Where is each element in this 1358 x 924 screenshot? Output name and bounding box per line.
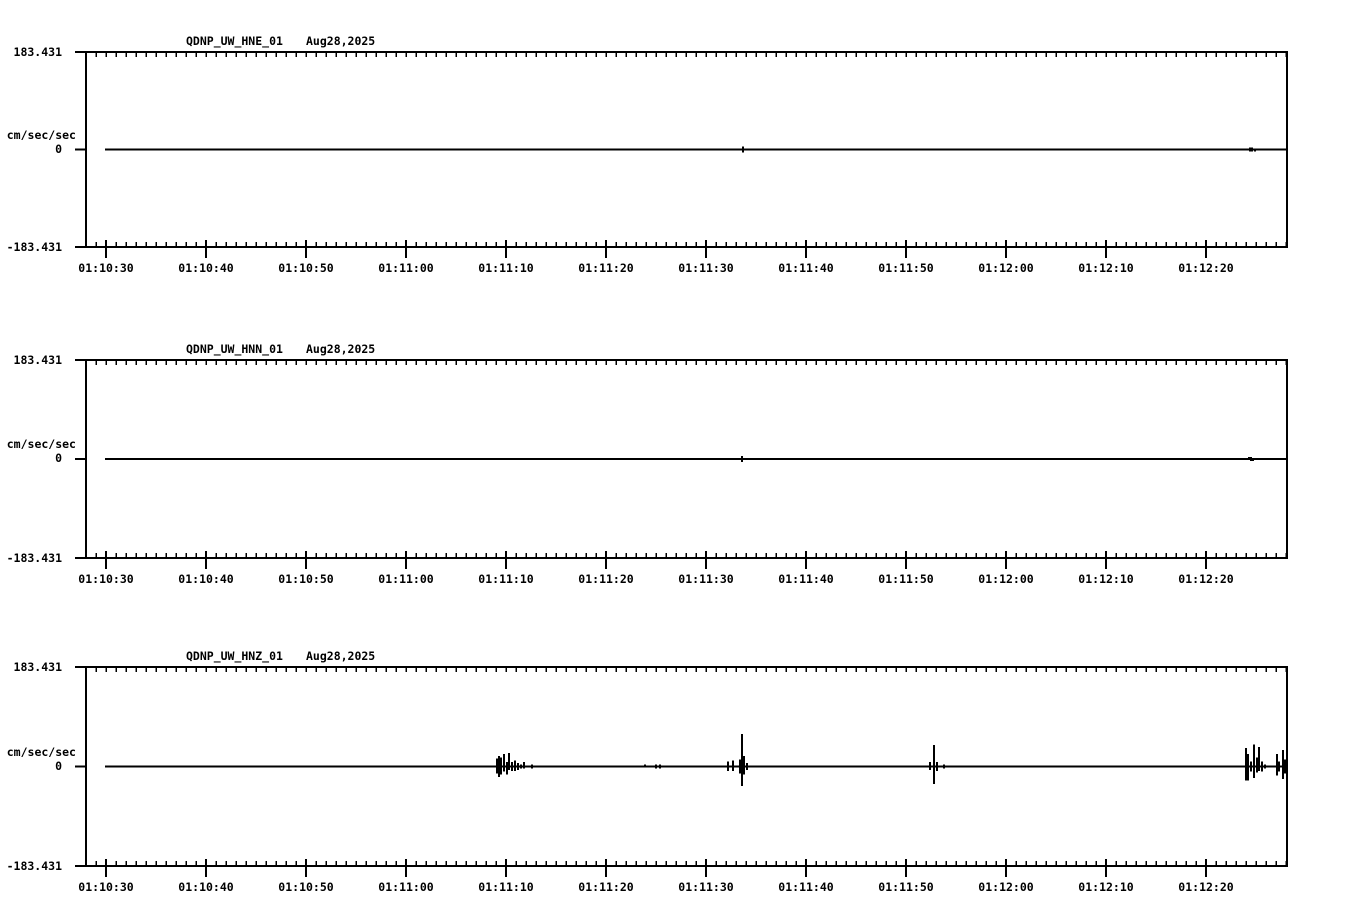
- x-tick-label: 01:11:40: [778, 261, 834, 275]
- x-tick-label: 01:11:50: [878, 572, 934, 586]
- panel-date: Aug28,2025: [306, 34, 376, 48]
- trace-spikes: [497, 734, 1285, 786]
- y-tick-label-bottom: -183.431: [6, 859, 62, 873]
- x-tick-label: 01:10:40: [178, 261, 234, 275]
- panel-hnz: [75, 667, 1287, 877]
- x-tick-label: 01:11:00: [378, 261, 434, 275]
- y-tick-label-bottom: -183.431: [6, 551, 62, 565]
- x-tick-label: 01:11:20: [578, 880, 634, 894]
- x-tick-label: 01:11:30: [678, 261, 734, 275]
- x-tick-label: 01:11:10: [478, 880, 534, 894]
- y-tick-label-top: 183.431: [13, 353, 62, 367]
- x-tick-label: 01:12:10: [1078, 880, 1134, 894]
- x-tick-label: 01:11:20: [578, 261, 634, 275]
- x-tick-label: 01:10:50: [278, 261, 334, 275]
- y-axis-ticks: [75, 360, 86, 558]
- x-tick-label: 01:10:40: [178, 572, 234, 586]
- x-tick-label: 01:12:00: [978, 261, 1034, 275]
- x-tick-label: 01:10:30: [78, 261, 134, 275]
- panel-date: Aug28,2025: [306, 342, 376, 356]
- x-tick-label: 01:12:10: [1078, 572, 1134, 586]
- x-tick-label: 01:11:30: [678, 880, 734, 894]
- x-tick-label: 01:11:40: [778, 572, 834, 586]
- x-tick-label: 01:11:00: [378, 572, 434, 586]
- y-tick-label-zero: 0: [55, 141, 62, 156]
- y-tick-label-top: 183.431: [13, 45, 62, 59]
- y-tick-label-bottom: -183.431: [6, 240, 62, 254]
- x-tick-label: 01:12:20: [1178, 572, 1234, 586]
- x-tick-label: 01:11:10: [478, 261, 534, 275]
- y-tick-label-zero: 0: [55, 758, 62, 773]
- panel-hne: [75, 52, 1287, 258]
- x-tick-label: 01:11:20: [578, 572, 634, 586]
- x-tick-label: 01:11:00: [378, 880, 434, 894]
- x-tick-label: 01:10:50: [278, 572, 334, 586]
- panel-hnn: [75, 360, 1287, 569]
- panel-title: QDNP_UW_HNE_01: [186, 34, 283, 48]
- y-axis-ticks: [75, 667, 86, 866]
- y-axis-unit-label: cm/sec/sec: [6, 437, 76, 451]
- y-axis-ticks: [75, 52, 86, 247]
- panel-date: Aug28,2025: [306, 649, 376, 663]
- x-tick-label: 01:12:00: [978, 572, 1034, 586]
- x-tick-label: 01:10:50: [278, 880, 334, 894]
- x-tick-label: 01:11:10: [478, 572, 534, 586]
- x-tick-label: 01:12:10: [1078, 261, 1134, 275]
- x-tick-label: 01:10:40: [178, 880, 234, 894]
- y-axis-unit-label: cm/sec/sec: [6, 744, 76, 759]
- x-tick-label: 01:11:50: [878, 261, 934, 275]
- x-tick-label: 01:11:40: [778, 880, 834, 894]
- y-axis-unit-label: cm/sec/sec: [6, 127, 76, 142]
- x-tick-label: 01:11:50: [878, 880, 934, 894]
- x-tick-label: 01:12:20: [1178, 261, 1234, 275]
- panel-title: QDNP_UW_HNN_01: [186, 342, 283, 356]
- y-tick-label-top: 183.431: [13, 660, 62, 674]
- y-tick-label-zero: 0: [55, 451, 62, 465]
- x-tick-label: 01:11:30: [678, 572, 734, 586]
- x-tick-label: 01:12:00: [978, 880, 1034, 894]
- x-tick-label: 01:10:30: [78, 880, 134, 894]
- panel-title: QDNP_UW_HNZ_01: [186, 649, 283, 663]
- x-tick-label: 01:12:20: [1178, 880, 1234, 894]
- x-tick-label: 01:10:30: [78, 572, 134, 586]
